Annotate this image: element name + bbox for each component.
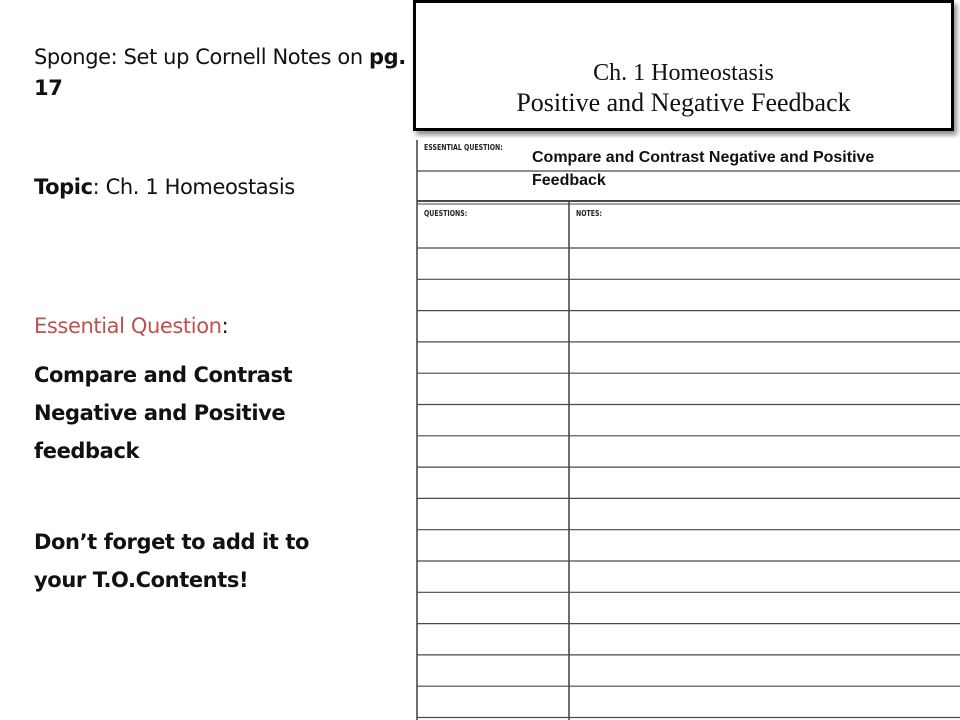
essential-question-header: ESSENTIAL QUESTION:: [424, 143, 503, 152]
title-line-1: Ch. 1 Homeostasis: [593, 60, 774, 86]
notes-header: NOTES:: [576, 209, 603, 218]
questions-header: QUESTIONS:: [424, 209, 468, 218]
reminder-text: Don’t forget to add it to your T.O.Contents!: [34, 530, 310, 592]
topic-line: [34, 172, 414, 203]
essential-question-heading: [34, 311, 414, 342]
sponge-instruction: [34, 42, 414, 104]
essential-question-text: Compare and Contrast Negative and Positive feedback: [34, 363, 293, 463]
cornell-notes-sheet: [416, 138, 960, 720]
essential-question-label: Essential Question: [34, 314, 222, 338]
essential-question-answer: Compare and Contrast Negative and Positive Feedback: [532, 149, 875, 189]
sponge-page: pg. 17: [34, 45, 406, 100]
essential-question-colon: :: [221, 314, 229, 338]
topic-label: Topic: [34, 175, 93, 199]
notes-grid: [416, 138, 960, 720]
sponge-text: Sponge: Set up Cornell Notes on: [34, 45, 363, 69]
title-line-2: Positive and Negative Feedback: [516, 88, 851, 117]
title-box: [413, 0, 954, 131]
topic-value: : Ch. 1 Homeostasis: [92, 175, 295, 199]
